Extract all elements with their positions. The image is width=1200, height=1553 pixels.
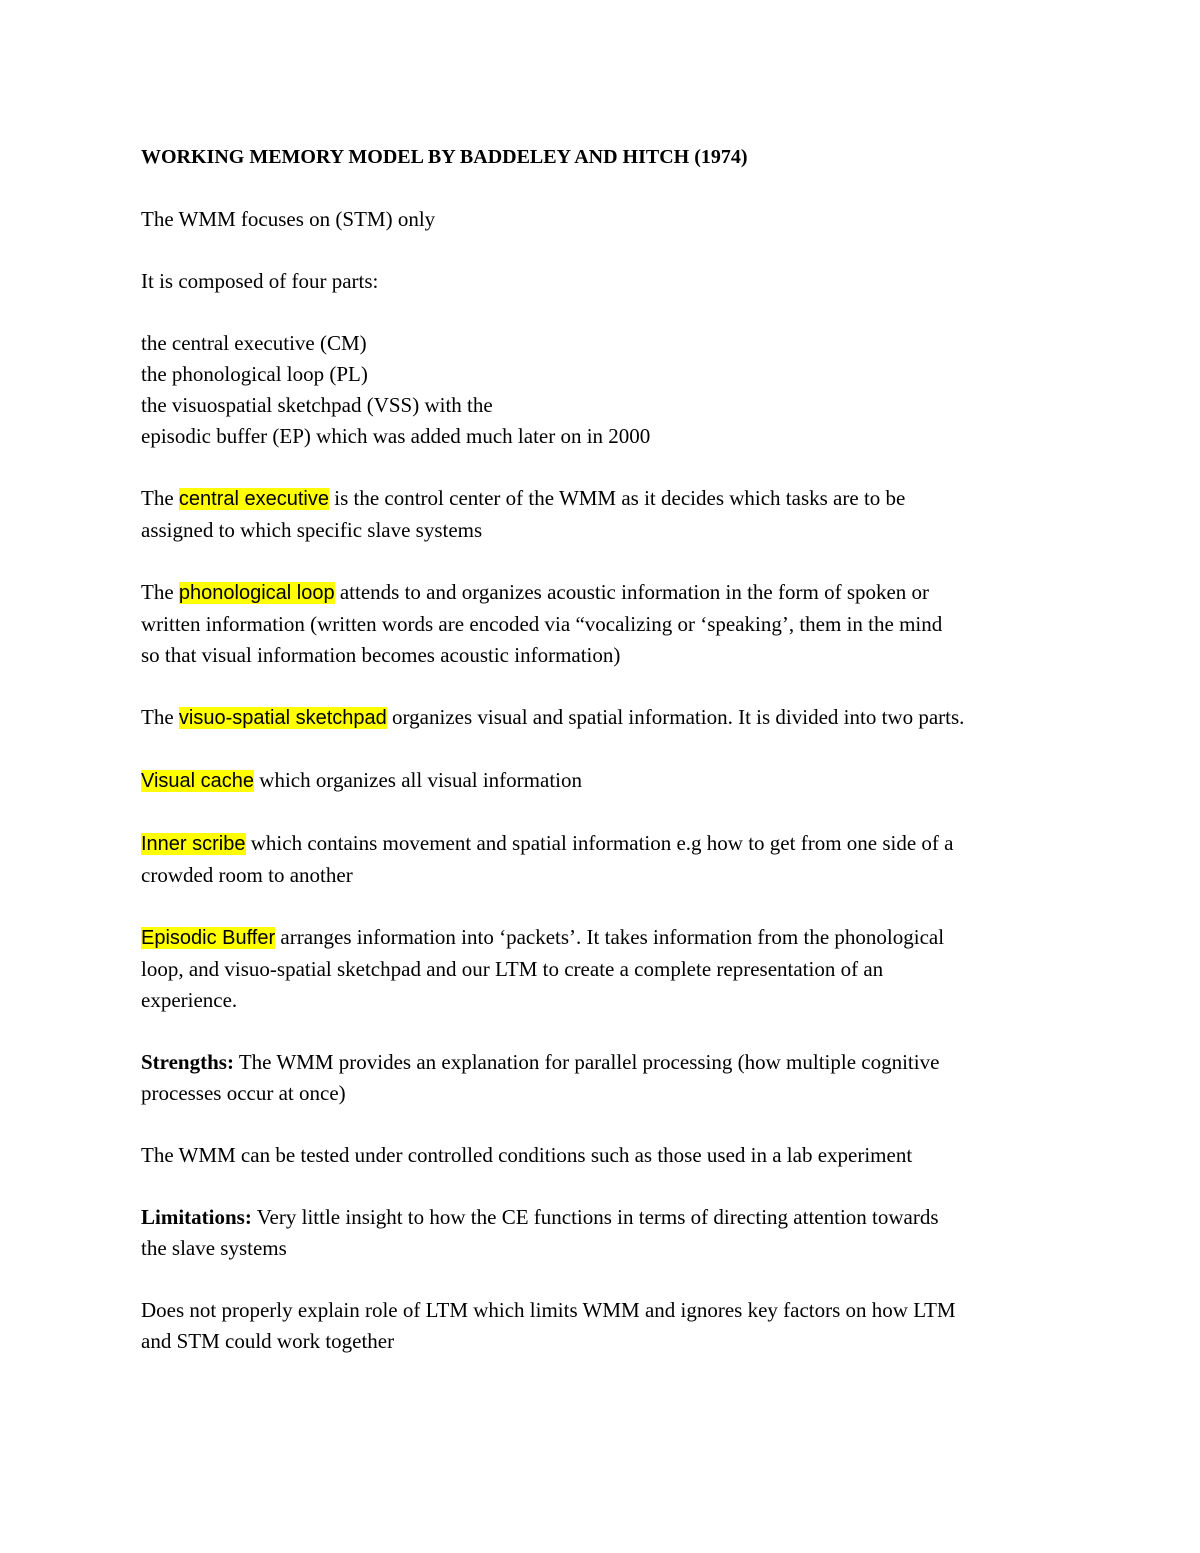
paragraph-text: and STM could work together bbox=[141, 1329, 395, 1353]
highlighted-term: visuo-spatial sketchpad bbox=[178, 707, 387, 729]
paragraph-text: The WMM provides an explanation for parallel processing (how multiple cognitive bbox=[233, 1050, 940, 1074]
paragraph-text: The WMM can be tested under controlled conditions such as those used in a lab experiment bbox=[141, 1143, 913, 1167]
strength-2-paragraph bbox=[141, 1140, 1081, 1171]
paragraph-text: is the control center of the WMM as it decides which tasks are to be bbox=[328, 486, 906, 510]
episodic-buffer-paragraph bbox=[141, 922, 1081, 1016]
paragraph-text: Very little insight to how the CE functions in terms of directing attention towards bbox=[251, 1205, 939, 1229]
paragraph-text: crowded room to another bbox=[141, 863, 353, 887]
limitations-paragraph bbox=[141, 1202, 1081, 1264]
paragraph-text: Does not properly explain role of LTM which limits WMM and ignores key factors on how LTM bbox=[141, 1298, 956, 1322]
inner-scribe-paragraph bbox=[141, 828, 1081, 891]
paragraph-prefix: The bbox=[141, 705, 179, 729]
visual-cache-paragraph bbox=[141, 765, 1081, 797]
paragraph-text: so that visual information becomes acoustic information) bbox=[141, 643, 621, 667]
list-item: the phonological loop (PL) bbox=[141, 362, 368, 386]
limitations-label: Limitations: bbox=[141, 1205, 252, 1229]
paragraph-text: which organizes all visual information bbox=[254, 768, 582, 792]
highlighted-term: Episodic Buffer bbox=[141, 927, 276, 949]
parts-list bbox=[141, 328, 1081, 452]
intro-focus: The WMM focuses on (STM) only bbox=[141, 207, 436, 231]
paragraph-prefix: The bbox=[141, 580, 179, 604]
limitation-2-paragraph bbox=[141, 1295, 1081, 1357]
paragraph-prefix: The bbox=[141, 486, 179, 510]
strengths-paragraph bbox=[141, 1047, 1081, 1109]
highlighted-term: central executive bbox=[178, 488, 329, 510]
paragraph-text: which contains movement and spatial information e.g how to get from one side of a bbox=[245, 831, 954, 855]
strengths-label: Strengths: bbox=[141, 1050, 234, 1074]
paragraph-text: processes occur at once) bbox=[141, 1081, 346, 1105]
intro-parts: It is composed of four parts: bbox=[141, 269, 379, 293]
central-executive-paragraph bbox=[141, 483, 1081, 546]
paragraph-text: experience. bbox=[141, 988, 238, 1012]
list-item: the visuospatial sketchpad (VSS) with the bbox=[141, 393, 493, 417]
paragraph-text: the slave systems bbox=[141, 1236, 287, 1260]
visuo-spatial-paragraph bbox=[141, 702, 1081, 734]
highlighted-term: Inner scribe bbox=[141, 833, 246, 855]
paragraph-text: loop, and visuo-spatial sketchpad and our LTM to create a complete representation of an bbox=[141, 957, 884, 981]
paragraph-text: attends to and organizes acoustic information in the form of spoken or bbox=[334, 580, 930, 604]
list-item: episodic buffer (EP) which was added much later on in 2000 bbox=[141, 424, 651, 448]
document-title: WORKING MEMORY MODEL BY BADDELEY AND HITCH (1974) bbox=[141, 146, 748, 168]
phonological-loop-paragraph bbox=[141, 577, 1081, 671]
paragraph-text: arranges information into ‘packets’. It takes information from the phonological bbox=[275, 925, 945, 949]
paragraph-text: organizes visual and spatial information. It is divided into two parts. bbox=[386, 705, 965, 729]
highlighted-term: phonological loop bbox=[178, 582, 335, 604]
list-item: the central executive (CM) bbox=[141, 331, 367, 355]
highlighted-term: Visual cache bbox=[141, 770, 255, 792]
paragraph-text: written information (written words are encoded via “vocalizing or ‘speaking’, them in the mind bbox=[141, 612, 943, 636]
paragraph-text: assigned to which specific slave systems bbox=[141, 518, 483, 542]
document-page bbox=[141, 142, 1081, 1388]
